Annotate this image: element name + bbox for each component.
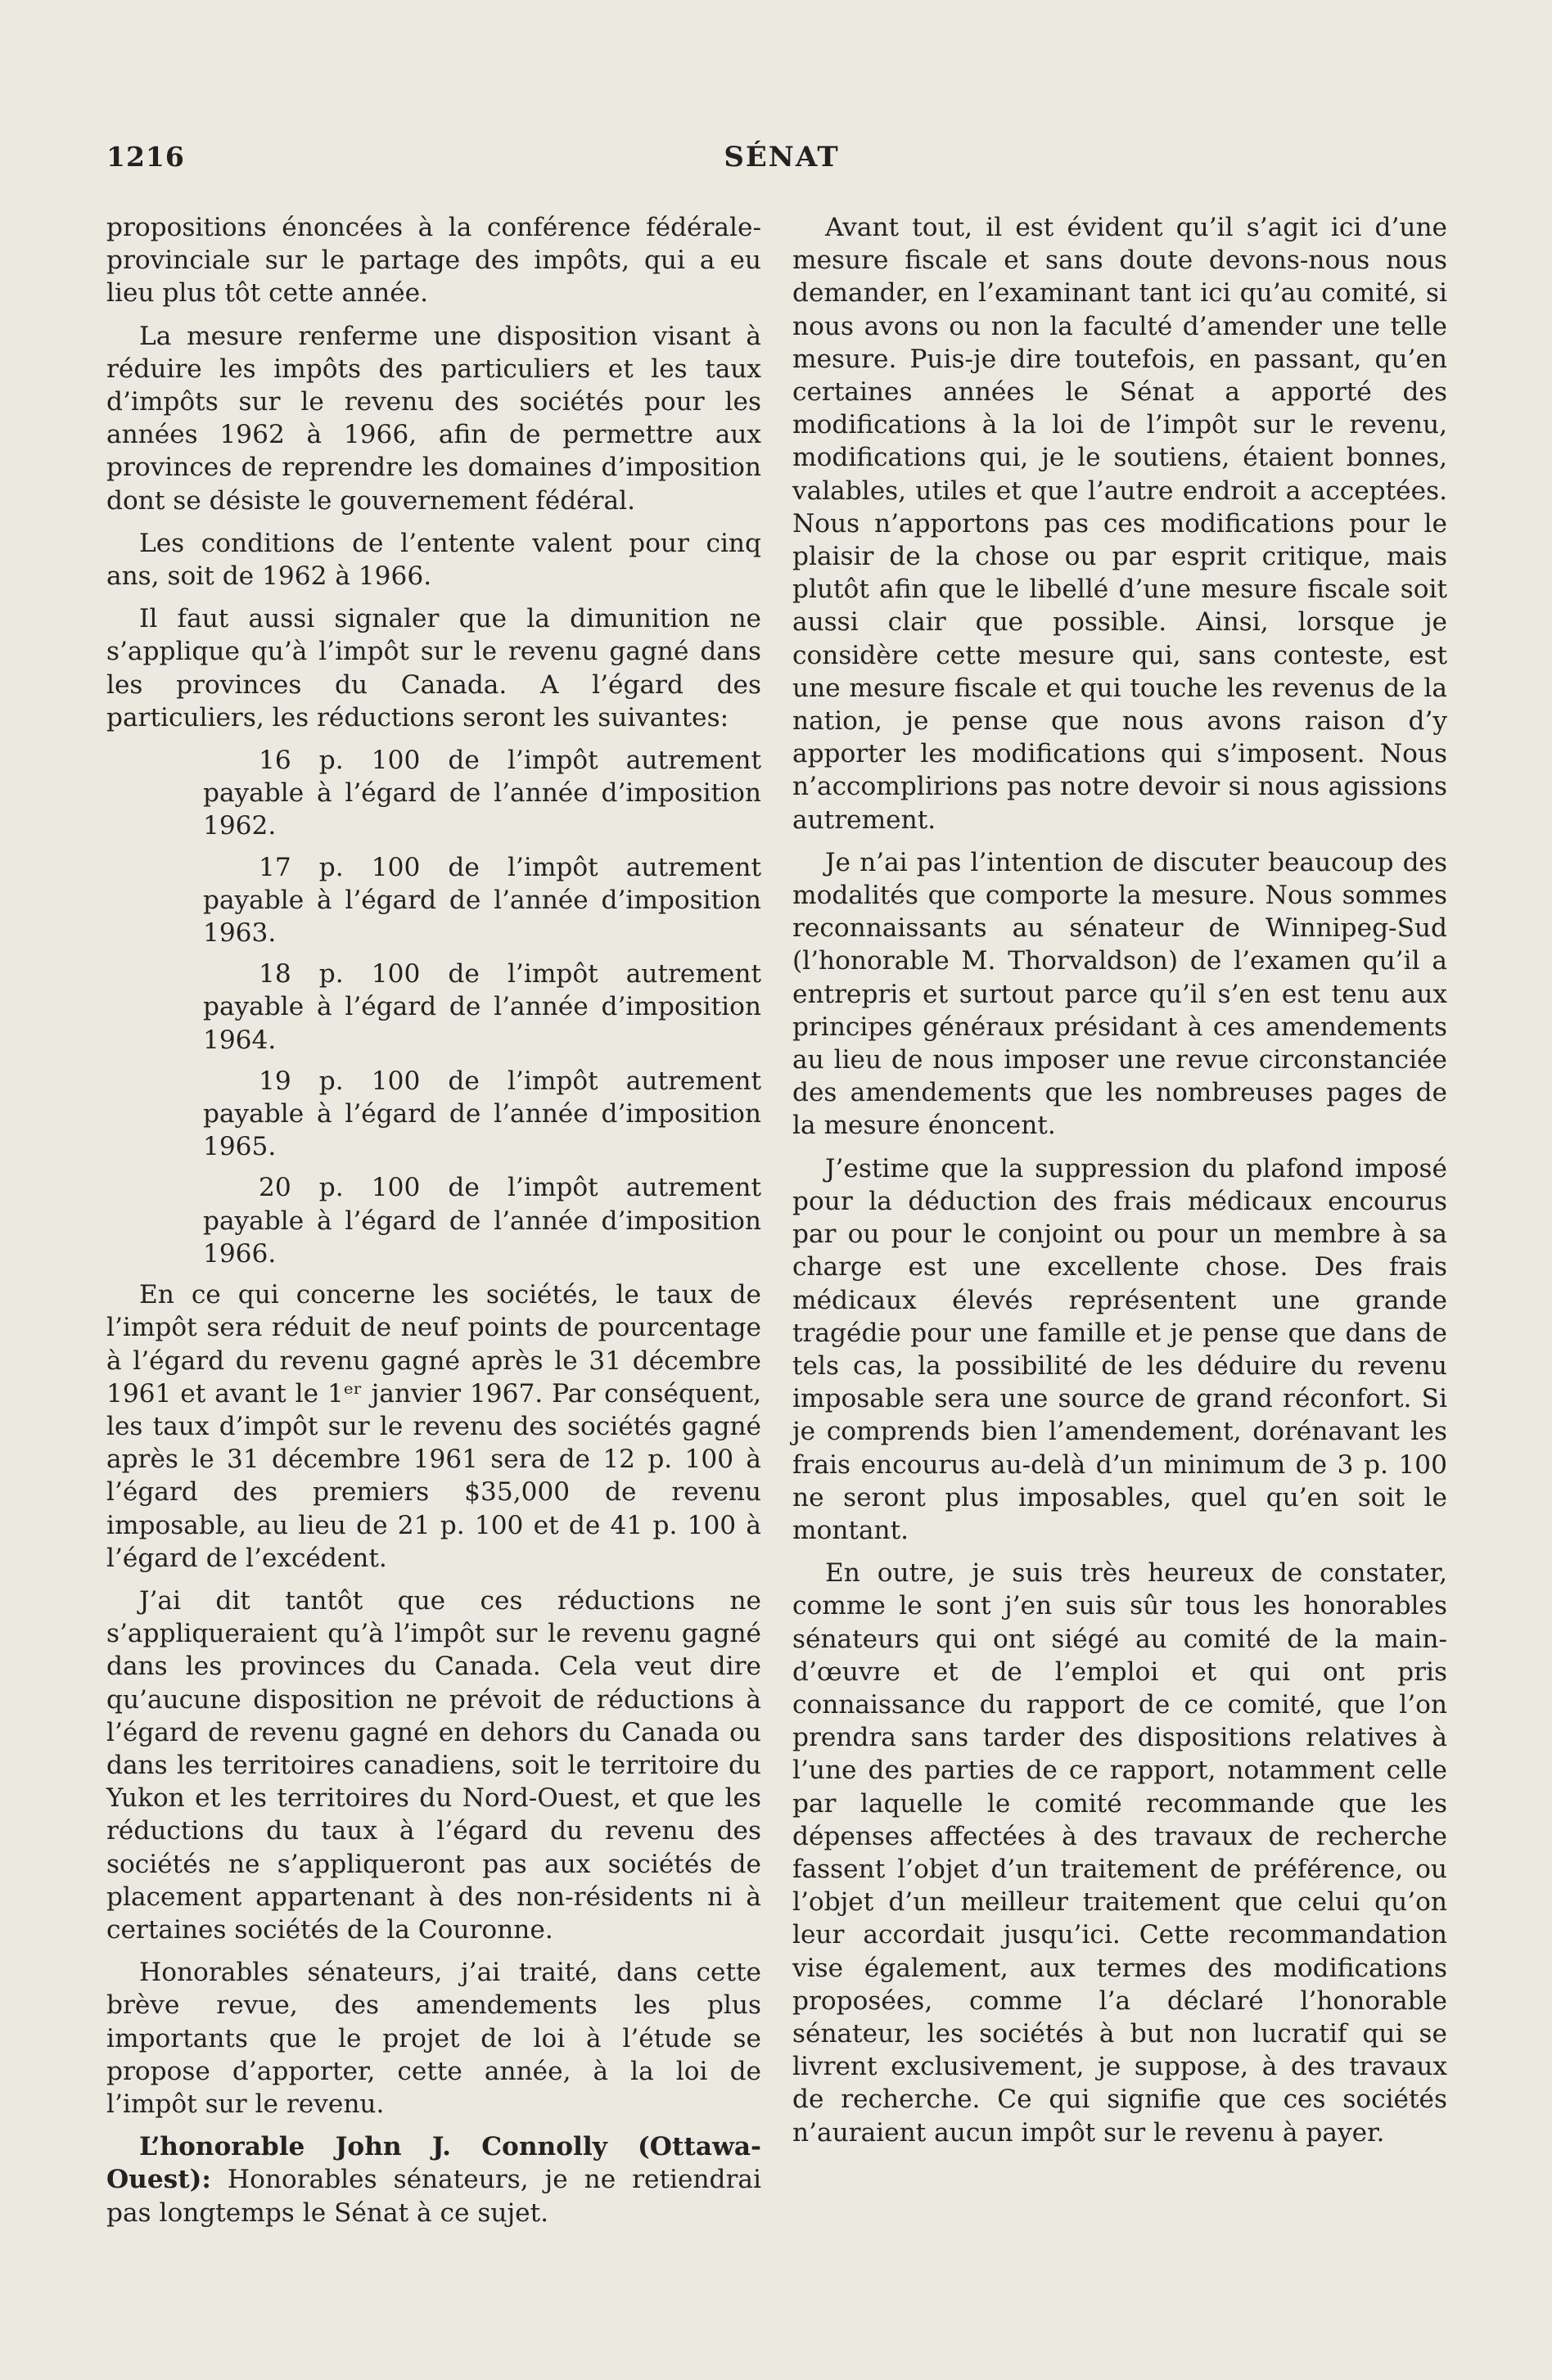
running-head: SÉNAT bbox=[724, 141, 840, 174]
speaker-name: L’honorable John J. Connolly (Ottawa-Ouest): bbox=[106, 2132, 761, 2195]
page-number: 1216 bbox=[106, 141, 185, 173]
paragraph: J’estime que la suppression du plafond imposé pour la déduction des frais médicaux encourus par ou pour le conjoint ou pour un membre à sa charge est une excellente chose. Des frais médicaux élevés représentent une grande tragédie pour une famille et je pense que dans de tels cas, la possibilité de les déduire du revenu imposable sera une source de grand réconfort. Si je comprends bien l’amendement, dorénavant les frais encourus au-delà d’un minimum de 3 p. 100 ne seront plus imposables, quel qu’en soit le montant. bbox=[792, 1153, 1447, 1545]
paragraph: En outre, je suis très heureux de constater, comme le sont j’en suis sûr tous les honorables sénateurs qui ont siégé au comité de la main-d’œuvre et de l’emploi et qui ont pris connaissance du rapport de ce comité, que l’on prendra sans tarder des dispositions relatives à l’une des parties de ce rapport, notamment celle par laquelle le comité recommande que les dépenses affectées à des travaux de recherche fassent l’objet d’un traitement de préférence, ou l’objet d’un meilleur traitement que celui qu’on leur accordait jusqu’ici. Cette recommandation vise également, aux termes des modifications proposées, comme l’a déclaré l’honorable sénateur, les sociétés à but non lucratif qui se livrent exclusivement, je suppose, à des travaux de recherche. Ce qui signifie que ces sociétés n’auraient aucun impôt sur le revenu à payer. bbox=[792, 1558, 1447, 2148]
rate-item: 17 p. 100 de l’impôt autrement payable à l’égard de l’année d’imposition 1963. bbox=[203, 852, 761, 949]
rate-item: 20 p. 100 de l’impôt autrement payable à l’égard de l’année d’imposition 1966. bbox=[203, 1173, 761, 1269]
paragraph: propositions énoncées à la conférence fédérale-provinciale sur le partage des impôts, qui a eu lieu plus tôt cette année. bbox=[106, 213, 761, 309]
paragraph: Il faut aussi signaler que la dimunition ne s’applique qu’à l’impôt sur le revenu gagné dans les provinces du Canada. A l’égard des particuliers, les réductions seront les suivantes: bbox=[106, 604, 761, 732]
right-column bbox=[792, 211, 1447, 2159]
paragraph: Les conditions de l’entente valent pour cinq ans, soit de 1962 à 1966. bbox=[106, 528, 761, 592]
paragraph: Je n’ai pas l’intention de discuter beaucoup des modalités que comporte la mesure. Nous sommes reconnaissants au sénateur de Winnipeg-Sud (l’honorable M. Thorvaldson) de l’examen qu’il a entrepris et surtout parce qu’il s’en est tenu aux principes généraux présidant à ces amendements au lieu de nous imposer une revue circonstanciée des amendements que les nombreuses pages de la mesure énoncent. bbox=[792, 847, 1447, 1141]
paragraph: En ce qui concerne les sociétés, le taux de l’impôt sera réduit de neuf points de pourcentage à l’égard du revenu gagné après le 31 décembre 1961 et avant le 1ᵉʳ janvier 1967. Par conséquent, les taux d’impôt sur le revenu des sociétés gagné après le 31 décembre 1961 sera de 12 p. 100 à l’égard des premiers $35,000 de revenu imposable, au lieu de 21 p. 100 et de 41 p. 100 à l’égard de l’excédent. bbox=[106, 1280, 761, 1573]
speech-paragraph bbox=[106, 2130, 761, 2229]
rate-item: 19 p. 100 de l’impôt autrement payable à l’égard de l’année d’imposition 1965. bbox=[203, 1066, 761, 1162]
rate-item: 18 p. 100 de l’impôt autrement payable à l’égard de l’année d’imposition 1964. bbox=[203, 959, 761, 1055]
paragraph: Avant tout, il est évident qu’il s’agit ici d’une mesure fiscale et sans doute devons-nous nous demander, en l’examinant tant ici qu’au comité, si nous avons ou non la faculté d’amender une telle mesure. Puis-je dire toutefois, en passant, qu’en certaines années le Sénat a apporté des modifications à la loi de l’impôt sur le revenu, modifications qui, je le soutiens, étaient bonnes, valables, utiles et que l’autre endroit a acceptées. Nous n’apportons pas ces modifications pour le plaisir de la chose ou par esprit critique, mais plutôt afin que le libellé d’une mesure fiscale soit aussi clair que possible. Ainsi, lorsque je considère cette mesure qui, sans conteste, est une mesure fiscale et qui touche les revenus de la nation, je pense que nous avons raison d’y apporter les modifications qui s’imposent. Nous n’accomplirions pas notre devoir si nous agissions autrement. bbox=[792, 213, 1447, 835]
paragraph: La mesure renferme une disposition visant à réduire les impôts des particuliers et les taux d’impôts sur le revenu des sociétés pour les années 1962 à 1966, afin de permettre aux provinces de reprendre les domaines d’imposition dont se désiste le gouvernement fédéral. bbox=[106, 321, 761, 516]
rate-item: 16 p. 100 de l’impôt autrement payable à l’égard de l’année d’imposition 1962. bbox=[203, 746, 761, 841]
paragraph: Honorables sénateurs, j’ai traité, dans cette brève revue, des amendements les plus importants que le projet de loi à l’étude se propose d’apporter, cette année, à la loi de l’impôt sur le revenu. bbox=[106, 1958, 761, 2119]
page-header bbox=[106, 141, 1457, 190]
speech-text: Honorables sénateurs, je ne retiendrai pas longtemps le Sénat à ce sujet. bbox=[106, 2165, 761, 2228]
left-column bbox=[106, 211, 761, 2239]
paragraph: J’ai dit tantôt que ces réductions ne s’appliqueraient qu’à l’impôt sur le revenu gagné dans les provinces du Canada. Cela veut dire qu’aucune disposition ne prévoit de réductions à l’égard de revenu gagné en dehors du Canada ou dans les territoires canadiens, soit le territoire du Yukon et les territoires du Nord-Ouest, et que les réductions du taux à l’égard du revenu des sociétés ne s’appliqueront pas aux sociétés de placement appartenant à des non-résidents ni à certaines sociétés de la Couronne. bbox=[106, 1585, 761, 1945]
